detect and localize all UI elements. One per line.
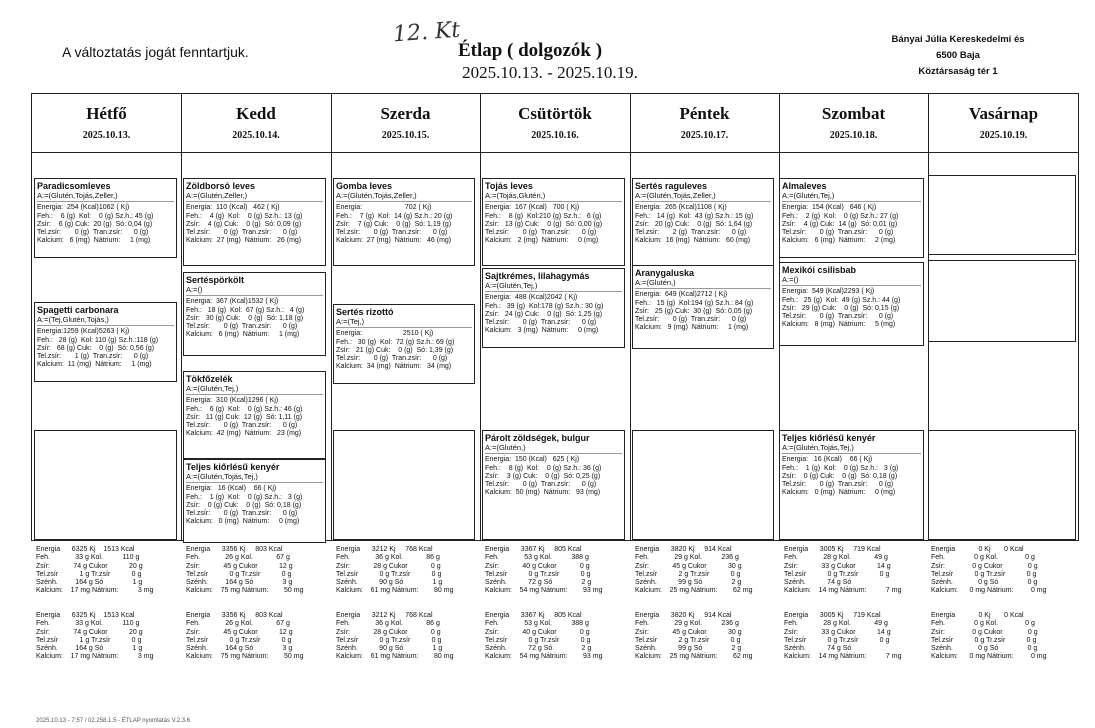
empty-meal-slot bbox=[928, 260, 1076, 342]
nutrition-line: Tel.zsír: 0 (g) Tran.zsír: 0 (g) bbox=[186, 323, 298, 331]
nutrition-line: Kalcium: 42 (mg) Nátrium: 23 (mg) bbox=[186, 430, 302, 438]
nutrition-line: Feh.: 8 (g) Kol:210 (g) Sz.h.: 6 (g) bbox=[485, 212, 602, 220]
total-line: Kalcium: 0 mg Nátrium: 0 mg bbox=[931, 653, 1047, 661]
nutrition-line: Feh.: 2 (g) Kol: 0 (g) Sz.h.: 27 (g) bbox=[782, 212, 899, 220]
allergen-info: A:=(Glutén,Tej,) bbox=[485, 282, 622, 292]
total-line: Feh. 33 g Kol. 110 g bbox=[36, 554, 140, 562]
total-line: Zsír: 28 g Cukor 0 g bbox=[336, 628, 441, 636]
header-divider bbox=[32, 152, 1078, 153]
nutrition-line: Zsír: 21 (g) Cuk: 0 (g) Só: 1,39 (g) bbox=[336, 346, 454, 354]
day-date: 2025.10.13. bbox=[82, 130, 131, 141]
nutrition-line: Energia: 549 (Kcal)2293 ( Kj) bbox=[782, 288, 875, 296]
day-name: Szerda bbox=[380, 104, 431, 123]
column-divider bbox=[181, 94, 182, 540]
meal-card bbox=[333, 304, 475, 384]
nutrition-line: Tel.zsír: 0 (g) Tran.zsír: 0 (g) bbox=[186, 510, 298, 518]
total-line: Feh. 0 g Kol. 0 g bbox=[931, 554, 1035, 562]
total-line: Tel.zsír 1 g Tr.zsír 0 g bbox=[36, 636, 142, 644]
day-date: 2025.10.16. bbox=[531, 130, 579, 141]
daily-total-block bbox=[186, 612, 303, 662]
total-line: Tel.zsír 2 g Tr.zsír 0 g bbox=[635, 636, 741, 644]
nutrition-line: Feh.: 1 (g) Kol: 0 (g) Sz.h.: 3 (g) bbox=[186, 493, 303, 501]
total-line: Tel.zsír 0 g Tr.zsír 0 g bbox=[784, 570, 890, 578]
total-line: Kalcium: 61 mg Nátrium: 80 mg bbox=[336, 653, 454, 661]
nutrition-line: Feh.: 8 (g) Kol: 0 (g) Sz.h.: 36 (g) bbox=[485, 464, 602, 472]
total-line: Szénh. 72 g Só 2 g bbox=[485, 645, 592, 653]
daily-total-block bbox=[931, 546, 1047, 596]
total-line: Kalcium: 75 mg Nátrium: 50 mg bbox=[186, 653, 304, 661]
meal-name: Zöldborsó leves bbox=[186, 181, 256, 191]
empty-meal-slot bbox=[928, 175, 1076, 255]
nutrition-line: Feh.: 14 (g) Kol: 43 (g) Sz.h.: 15 (g) bbox=[635, 212, 754, 220]
nutrition-line: Zsír: 11 (g) Cuk: 12 (g) Só: 1,11 (g) bbox=[186, 413, 303, 421]
nutrition-line: Zsír: 7 (g) Cuk: 0 (g) Só: 1,19 (g) bbox=[336, 220, 452, 228]
daily-total-block bbox=[336, 546, 453, 596]
nutrition-line: Feh.: 25 (g) Kol: 49 (g) Sz.h.: 44 (g) bbox=[782, 296, 901, 304]
total-line: Energia 6325 Kj 1513 Kcal bbox=[36, 546, 135, 553]
total-line: Tel.zsír 0 g Tr.zsír 0 g bbox=[485, 570, 591, 578]
nutrition-line: Kalcium: 8 (mg) Nátrium: 5 (mg) bbox=[782, 321, 896, 329]
meal-name: Sertés raguleves bbox=[635, 181, 708, 191]
nutrition-line: Zsír: 13 (g) Cuk: 0 (g) Só: 0,00 (g) bbox=[485, 220, 603, 228]
meal-name: Sertés rizottó bbox=[336, 307, 394, 317]
meal-card bbox=[482, 268, 625, 348]
total-line: Zsír: 0 g Cukor 0 g bbox=[931, 562, 1038, 570]
day-header-friday bbox=[630, 94, 779, 151]
nutrition-line: Tel.zsír: 0 (g) Tran.zsír: 0 (g) bbox=[635, 316, 747, 324]
nutrition-line: Energia: 16 (Kcal) 66 ( Kj) bbox=[186, 485, 277, 493]
nutrition-line: Kalcium: 34 (mg) Nátrium: 34 (mg) bbox=[336, 363, 452, 371]
nutrition-line: Tel.zsír: 0 (g) Tran.zsír: 0 (g) bbox=[37, 229, 149, 237]
meal-name: Almaleves bbox=[782, 181, 827, 191]
total-line: Zsír: 28 g Cukor 0 g bbox=[336, 562, 441, 570]
nutrition-line: Zsír: 0 (g) Cuk: 0 (g) Só: 0,18 (g) bbox=[186, 501, 302, 509]
total-line: Tel.zsír 0 g Tr.zsír 0 g bbox=[336, 570, 442, 578]
meal-name: Tökfőzelék bbox=[186, 374, 233, 384]
total-line: Zsír: 45 g Cukor 12 g bbox=[186, 628, 293, 636]
nutrition-line: Tel.zsír: 0 (g) Tran.zsír: 0 (g) bbox=[186, 229, 298, 237]
total-line: Szénh. 99 g Só 2 g bbox=[635, 579, 742, 587]
daily-total-block bbox=[186, 546, 303, 596]
daily-total-block bbox=[36, 612, 153, 662]
nutrition-line: Zsír: 4 (g) Cuk: 14 (g) Só: 0,01 (g) bbox=[782, 220, 898, 228]
nutrition-line: Energia: 702 ( Kj) bbox=[336, 204, 432, 212]
date-range: 2025.10.13. - 2025.10.19. bbox=[462, 63, 638, 82]
vendor-name: Bányai Júlia Kereskedelmi és bbox=[891, 34, 1025, 45]
total-line: Szénh. 164 g Só 3 g bbox=[186, 579, 293, 587]
total-line: Kalcium: 0 mg Nátrium: 0 mg bbox=[931, 587, 1047, 595]
total-line: Szénh. 90 g Só 1 g bbox=[336, 579, 443, 587]
meal-card bbox=[183, 178, 326, 266]
total-line: Szénh. 164 g Só 3 g bbox=[186, 645, 293, 653]
nutrition-line: Tel.zsír: 2 (g) Tran.zsír: 0 (g) bbox=[635, 229, 747, 237]
meal-card bbox=[779, 178, 924, 258]
nutrition-line: Feh.: 1 (g) Kol: 0 (g) Sz.h.: 3 (g) bbox=[782, 464, 899, 472]
total-line: Szénh. 72 g Só 2 g bbox=[485, 579, 592, 587]
nutrition-line: Feh.: 28 (g) Kol: 110 (g) Sz.h.:118 (g) bbox=[37, 336, 159, 344]
nutrition-line: Feh.: 4 (g) Kol: 0 (g) Sz.h.: 13 (g) bbox=[186, 212, 303, 220]
nutrition-line: Kalcium: 50 (mg) Nátrium: 93 (mg) bbox=[485, 489, 601, 497]
meal-card bbox=[34, 178, 177, 258]
nutrition-line: Kalcium: 2 (mg) Nátrium: 0 (mg) bbox=[485, 237, 599, 245]
day-header-tuesday bbox=[181, 94, 331, 151]
day-header-thursday bbox=[480, 94, 630, 151]
total-line: Tel.zsír 0 g Tr.zsír 0 g bbox=[186, 636, 292, 644]
total-line: Feh. 36 g Kol. 86 g bbox=[336, 620, 440, 628]
total-line: Zsír: 74 g Cukor 20 g bbox=[36, 628, 143, 636]
allergen-info: A:=(Glutén,Tojás,Zeller,) bbox=[336, 192, 472, 202]
nutrition-line: Kalcium: 16 (mg) Nátrium: 60 (mg) bbox=[635, 237, 751, 245]
daily-total-block bbox=[336, 612, 453, 662]
day-header-monday bbox=[32, 94, 181, 151]
total-line: Feh. 26 g Kol. 67 g bbox=[186, 620, 290, 628]
total-line: Feh. 33 g Kol. 110 g bbox=[36, 620, 140, 628]
meal-card bbox=[779, 430, 924, 540]
total-line: Szénh. 164 g Só 1 g bbox=[36, 645, 143, 653]
nutrition-line: Kalcium: 6 (mg) Nátrium: 1 (mg) bbox=[186, 331, 300, 339]
total-line: Kalcium: 14 mg Nátrium: 7 mg bbox=[784, 653, 902, 661]
day-name: Csütörtök bbox=[518, 104, 592, 123]
total-line: Tel.zsír 1 g Tr.zsír 0 g bbox=[36, 570, 142, 578]
allergen-info: A:=(Glutén,Zeller,) bbox=[186, 192, 323, 202]
total-line: Kalcium: 14 mg Nátrium: 7 mg bbox=[784, 587, 902, 595]
meal-name: Teljes kiőrlésű kenyér bbox=[186, 462, 280, 472]
total-line: Tel.zsír 0 g Tr.zsír 0 g bbox=[931, 636, 1037, 644]
nutrition-line: Energia: 110 (Kcal) 462 ( Kj) bbox=[186, 204, 280, 212]
daily-total-block bbox=[485, 546, 602, 596]
total-line: Tel.zsír 2 g Tr.zsír 0 g bbox=[635, 570, 741, 578]
nutrition-line: Zsír: 4 (g) Cuk: 0 (g) Só: 0,09 (g) bbox=[186, 220, 302, 228]
nutrition-line: Energia: 265 (Kcal)1108 ( Kj) bbox=[635, 204, 727, 212]
allergen-info: A:=(Glutén,Tej,) bbox=[782, 192, 921, 202]
nutrition-line: Tel.zsír: 0 (g) Tran.zsír: 0 (g) bbox=[336, 229, 448, 237]
nutrition-line: Tel.zsír: 0 (g) Tran.zsír: 0 (g) bbox=[485, 319, 597, 327]
day-date: 2025.10.14. bbox=[232, 130, 280, 141]
allergen-info: A:=(Glutén,Tej,) bbox=[186, 385, 323, 395]
total-line: Energia 3005 Kj 719 Kcal bbox=[784, 546, 881, 553]
day-name: Hétfő bbox=[86, 104, 127, 123]
nutrition-line: Tel.zsír: 0 (g) Tran.zsír: 0 (g) bbox=[485, 229, 597, 237]
nutrition-line: Feh.: 7 (g) Kol: 14 (g) Sz.h.: 20 (g) bbox=[336, 212, 453, 220]
total-line: Feh. 28 g Kol. 49 g bbox=[784, 554, 888, 562]
total-line: Energia 3212 Kj 768 Kcal bbox=[336, 612, 433, 619]
allergen-info: A:=(Tej,Glutén,Tojás,) bbox=[37, 316, 174, 326]
column-divider bbox=[630, 94, 631, 540]
day-date: 2025.10.18. bbox=[829, 130, 878, 141]
nutrition-line: Kalcium: 3 (mg) Nátrium: 0 (mg) bbox=[485, 327, 599, 335]
meal-card bbox=[482, 430, 625, 540]
column-divider bbox=[480, 94, 481, 540]
day-header-wednesday bbox=[331, 94, 480, 151]
empty-meal-slot bbox=[632, 430, 774, 540]
total-line: Kalcium: 54 mg Nátrium: 93 mg bbox=[485, 587, 603, 595]
day-header-sunday bbox=[928, 94, 1079, 151]
nutrition-line: Zsír: 30 (g) Cuk: 0 (g) Só: 1,18 (g) bbox=[186, 314, 304, 322]
total-line: Energia 3356 Kj 803 Kcal bbox=[186, 612, 283, 619]
total-line: Feh. 53 g Kol. 388 g bbox=[485, 554, 589, 562]
meal-name: Spagetti carbonara bbox=[37, 305, 119, 315]
nutrition-line: Energia: 167 (Kcal) 700 ( Kj) bbox=[485, 204, 580, 212]
meal-card bbox=[183, 371, 326, 459]
nutrition-line: Kalcium: 6 (mg) Nátrium: 1 (mg) bbox=[37, 237, 151, 245]
nutrition-line: Energia: 488 (Kcal)2042 ( Kj) bbox=[485, 294, 578, 302]
allergen-info: A:=(Tojás,Glutén,) bbox=[485, 192, 622, 202]
day-date: 2025.10.19. bbox=[979, 130, 1028, 141]
meal-name: Teljes kiőrlésű kenyér bbox=[782, 433, 876, 443]
total-line: Zsír: 45 g Cukor 30 g bbox=[635, 628, 742, 636]
total-line: Energia 3820 Kj 914 Kcal bbox=[635, 612, 732, 619]
allergen-info: A:=(Tej,) bbox=[336, 318, 472, 328]
nutrition-line: Feh.: 30 (g) Kol: 72 (g) Sz.h.: 69 (g) bbox=[336, 338, 455, 346]
meal-card bbox=[779, 262, 924, 346]
nutrition-line: Energia: 16 (Kcal) 66 ( Kj) bbox=[782, 456, 873, 464]
nutrition-line: Energia:1259 (Kcal)5263 ( Kj) bbox=[37, 328, 130, 336]
daily-total-block bbox=[485, 612, 602, 662]
total-line: Zsír: 45 g Cukor 30 g bbox=[635, 562, 742, 570]
nutrition-line: Feh.: 39 (g) Kol:178 (g) Sz.h.: 30 (g) bbox=[485, 302, 604, 310]
meal-name: Paradicsomleves bbox=[37, 181, 111, 191]
total-line: Feh. 29 g Kol. 236 g bbox=[635, 554, 739, 562]
total-line: Feh. 36 g Kol. 86 g bbox=[336, 554, 440, 562]
total-line: Energia 6325 Kj 1513 Kcal bbox=[36, 612, 135, 619]
nutrition-line: Kalcium: 27 (mg) Nátrium: 46 (mg) bbox=[336, 237, 452, 245]
nutrition-line: Zsír: 68 (g) Cuk: 0 (g) Só: 0,56 (g) bbox=[37, 344, 155, 352]
daily-total-block bbox=[635, 546, 752, 596]
meal-name: Sertéspörkölt bbox=[186, 275, 245, 285]
allergen-info: A:=(Glutén,Tojás,Zeller,) bbox=[37, 192, 174, 202]
daily-total-block bbox=[784, 612, 901, 662]
total-line: Kalcium: 17 mg Nátrium: 3 mg bbox=[36, 587, 154, 595]
total-line: Szénh. 0 g Só 0 g bbox=[931, 645, 1038, 653]
rights-notice: A változtatás jogát fenntartjuk. bbox=[62, 44, 249, 60]
vendor-city: 6500 Baja bbox=[936, 50, 980, 61]
nutrition-line: Feh.: 6 (g) Kol: 0 (g) Sz.h.: 46 (g) bbox=[186, 405, 303, 413]
total-line: Tel.zsír 0 g Tr.zsír 0 g bbox=[186, 570, 292, 578]
total-line: Feh. 53 g Kol. 388 g bbox=[485, 620, 589, 628]
day-name: Péntek bbox=[679, 104, 730, 123]
nutrition-line: Zsír: 3 (g) Cuk: 0 (g) Só: 0,25 (g) bbox=[485, 472, 601, 480]
total-line: Feh. 0 g Kol. 0 g bbox=[931, 620, 1035, 628]
nutrition-line: Zsír: 20 (g) Cuk: 0 (g) Só: 1,64 (g) bbox=[635, 220, 753, 228]
nutrition-line: Feh.: 15 (g) Kol:194 (g) Sz.h.: 84 (g) bbox=[635, 299, 754, 307]
column-divider bbox=[331, 94, 332, 540]
nutrition-line: Kalcium: 0 (mg) Nátrium: 0 (mg) bbox=[186, 518, 300, 526]
total-line: Zsír: 40 g Cukor 0 g bbox=[485, 628, 590, 636]
nutrition-line: Tel.zsír: 0 (g) Tran.zsír: 0 (g) bbox=[782, 229, 894, 237]
total-line: Kalcium: 17 mg Nátrium: 3 mg bbox=[36, 653, 154, 661]
empty-meal-slot bbox=[34, 430, 177, 540]
daily-total-block bbox=[36, 546, 153, 596]
meal-card bbox=[482, 178, 625, 266]
allergen-info: A:=(Glutén,Tojás,Tej,) bbox=[782, 444, 921, 454]
meal-name: Aranygaluska bbox=[635, 268, 695, 278]
total-line: Szénh. 164 g Só 1 g bbox=[36, 579, 143, 587]
nutrition-line: Tel.zsír: 0 (g) Tran.zsír: 0 (g) bbox=[782, 313, 894, 321]
day-name: Szombat bbox=[821, 104, 886, 123]
meal-card bbox=[34, 302, 177, 382]
nutrition-line: Zsír: 24 (g) Cuk: 0 (g) Só: 1,25 (g) bbox=[485, 310, 603, 318]
empty-meal-slot bbox=[928, 430, 1076, 540]
meal-card bbox=[632, 178, 774, 266]
total-line: Szénh. 90 g Só 1 g bbox=[336, 645, 443, 653]
vendor-street: Köztársaság tér 1 bbox=[918, 66, 998, 77]
total-line: Zsír: 33 g Cukor 14 g bbox=[784, 628, 891, 636]
nutrition-line: Kalcium: 0 (mg) Nátrium: 0 (mg) bbox=[782, 489, 896, 497]
nutrition-line: Tel.zsír: 0 (g) Tran.zsír: 0 (g) bbox=[336, 355, 448, 363]
nutrition-line: Zsír: 0 (g) Cuk: 0 (g) Só: 0,18 (g) bbox=[782, 472, 898, 480]
allergen-info: A:=(Glutén,) bbox=[485, 444, 622, 454]
meal-card bbox=[632, 265, 774, 349]
total-line: Szénh. 99 g Só 2 g bbox=[635, 645, 742, 653]
daily-total-block bbox=[931, 612, 1047, 662]
total-line: Kalcium: 54 mg Nátrium: 93 mg bbox=[485, 653, 603, 661]
total-line: Szénh. 0 g Só 0 g bbox=[931, 579, 1038, 587]
meal-name: Tojás leves bbox=[485, 181, 533, 191]
total-line: Zsír: 33 g Cukor 14 g bbox=[784, 562, 891, 570]
nutrition-line: Zsír: 29 (g) Cuk: 0 (g) Só: 0,15 (g) bbox=[782, 304, 900, 312]
day-name: Kedd bbox=[236, 104, 276, 123]
nutrition-line: Feh.: 6 (g) Kol: 0 (g) Sz.h.: 45 (g) bbox=[37, 212, 154, 220]
total-line: Energia 3005 Kj 719 Kcal bbox=[784, 612, 881, 619]
meal-name: Sajtkrémes, lilahagymás bbox=[485, 271, 590, 281]
total-line: Feh. 26 g Kol. 67 g bbox=[186, 554, 290, 562]
total-line: Kalcium: 61 mg Nátrium: 80 mg bbox=[336, 587, 454, 595]
meal-name: Párolt zöldségek, bulgur bbox=[485, 433, 590, 443]
total-line: Kalcium: 75 mg Nátrium: 50 mg bbox=[186, 587, 304, 595]
nutrition-line: Tel.zsír: 0 (g) Tran.zsír: 0 (g) bbox=[186, 422, 298, 430]
meal-card bbox=[333, 178, 475, 266]
nutrition-line: Energia: 367 (Kcal)1532 ( Kj) bbox=[186, 298, 279, 306]
allergen-info: A:=() bbox=[186, 286, 323, 296]
total-line: Tel.zsír 0 g Tr.zsír 0 g bbox=[485, 636, 591, 644]
vendor-address bbox=[868, 32, 1048, 80]
total-line: Feh. 29 g Kol. 236 g bbox=[635, 620, 739, 628]
nutrition-line: Kalcium: 9 (mg) Nátrium: 1 (mg) bbox=[635, 324, 749, 332]
nutrition-line: Energia: 310 (Kcal)1296 ( Kj) bbox=[186, 397, 279, 405]
nutrition-line: Tel.zsír: 0 (g) Tran.zsír: 0 (g) bbox=[782, 481, 894, 489]
nutrition-line: Energia: 154 (Kcal) 646 ( Kj) bbox=[782, 204, 877, 212]
meal-card bbox=[183, 272, 326, 356]
daily-total-block bbox=[784, 546, 901, 596]
nutrition-line: Kalcium: 6 (mg) Nátrium: 2 (mg) bbox=[782, 237, 896, 245]
nutrition-line: Kalcium: 11 (mg) Nátrium: 1 (mg) bbox=[37, 361, 152, 369]
allergen-info: A:=(Glutén,) bbox=[635, 279, 771, 289]
total-line: Energia 3367 Kj 805 Kcal bbox=[485, 546, 582, 553]
nutrition-line: Energia: 649 (Kcal)2712 ( Kj) bbox=[635, 291, 728, 299]
total-line: Energia 0 Kj 0 Kcal bbox=[931, 612, 1024, 619]
nutrition-line: Tel.zsír: 1 (g) Tran.zsír: 0 (g) bbox=[37, 353, 149, 361]
allergen-info: A:=() bbox=[782, 276, 921, 286]
total-line: Energia 3367 Kj 805 Kcal bbox=[485, 612, 582, 619]
total-line: Feh. 28 g Kol. 49 g bbox=[784, 620, 888, 628]
total-line: Szénh. 74 g Só bbox=[784, 645, 852, 653]
day-date: 2025.10.15. bbox=[381, 130, 430, 141]
handwritten-note: 12. Kt bbox=[392, 17, 462, 48]
empty-meal-slot bbox=[333, 430, 475, 540]
total-line: Tel.zsír 0 g Tr.zsír 0 g bbox=[336, 636, 442, 644]
allergen-info: A:=(Glutén,Tojás,Zeller,) bbox=[635, 192, 771, 202]
nutrition-line: Zsír: 25 (g) Cuk: 30 (g) Só: 0,05 (g) bbox=[635, 307, 753, 315]
total-line: Energia 3356 Kj 803 Kcal bbox=[186, 546, 283, 553]
nutrition-line: Zsír: 6 (g) Cuk: 20 (g) Só: 0,04 (g) bbox=[37, 220, 153, 228]
total-line: Zsír: 45 g Cukor 12 g bbox=[186, 562, 293, 570]
day-header-saturday bbox=[779, 94, 928, 151]
daily-total-block bbox=[635, 612, 752, 662]
nutrition-line: Kalcium: 27 (mg) Nátrium: 26 (mg) bbox=[186, 237, 302, 245]
total-line: Energia 0 Kj 0 Kcal bbox=[931, 546, 1024, 553]
total-line: Tel.zsír 0 g Tr.zsír 0 g bbox=[931, 570, 1037, 578]
total-line: Kalcium: 25 mg Nátrium: 62 mg bbox=[635, 653, 753, 661]
nutrition-line: Feh.: 18 (g) Kol: 67 (g) Sz.h.: 4 (g) bbox=[186, 306, 305, 314]
total-line: Kalcium: 25 mg Nátrium: 62 mg bbox=[635, 587, 753, 595]
total-line: Tel.zsír 0 g Tr.zsír 0 g bbox=[784, 636, 890, 644]
total-line: Zsír: 74 g Cukor 20 g bbox=[36, 562, 143, 570]
nutrition-line: Energia: 150 (Kcal) 625 ( Kj) bbox=[485, 456, 580, 464]
allergen-info: A:=(Glutén,Tojás,Tej,) bbox=[186, 473, 323, 483]
total-line: Zsír: 40 g Cukor 0 g bbox=[485, 562, 590, 570]
nutrition-line: Energia: 2510 ( Kj) bbox=[336, 330, 434, 338]
meal-name: Mexikói csilisbab bbox=[782, 265, 857, 275]
total-line: Energia 3212 Kj 768 Kcal bbox=[336, 546, 433, 553]
meal-card bbox=[183, 459, 326, 543]
total-line: Szénh. 74 g Só bbox=[784, 579, 852, 587]
total-line: Energia 3820 Kj 914 Kcal bbox=[635, 546, 732, 553]
print-footer: 2025.10.13 - 7:57 / 02.258.1.5 - ÉTLAP nyomtatás V.2.3.6 bbox=[36, 718, 191, 724]
menu-title: Étlap ( dolgozók ) bbox=[457, 40, 603, 61]
meal-name: Gomba leves bbox=[336, 181, 393, 191]
nutrition-line: Energia: 254 (Kcal)1062 ( Kj) bbox=[37, 204, 130, 212]
total-line: Zsír: 0 g Cukor 0 g bbox=[931, 628, 1038, 636]
day-date: 2025.10.17. bbox=[680, 130, 729, 141]
nutrition-line: Tel.zsír: 0 (g) Tran.zsír: 0 (g) bbox=[485, 481, 597, 489]
day-name: Vasárnap bbox=[968, 104, 1039, 123]
